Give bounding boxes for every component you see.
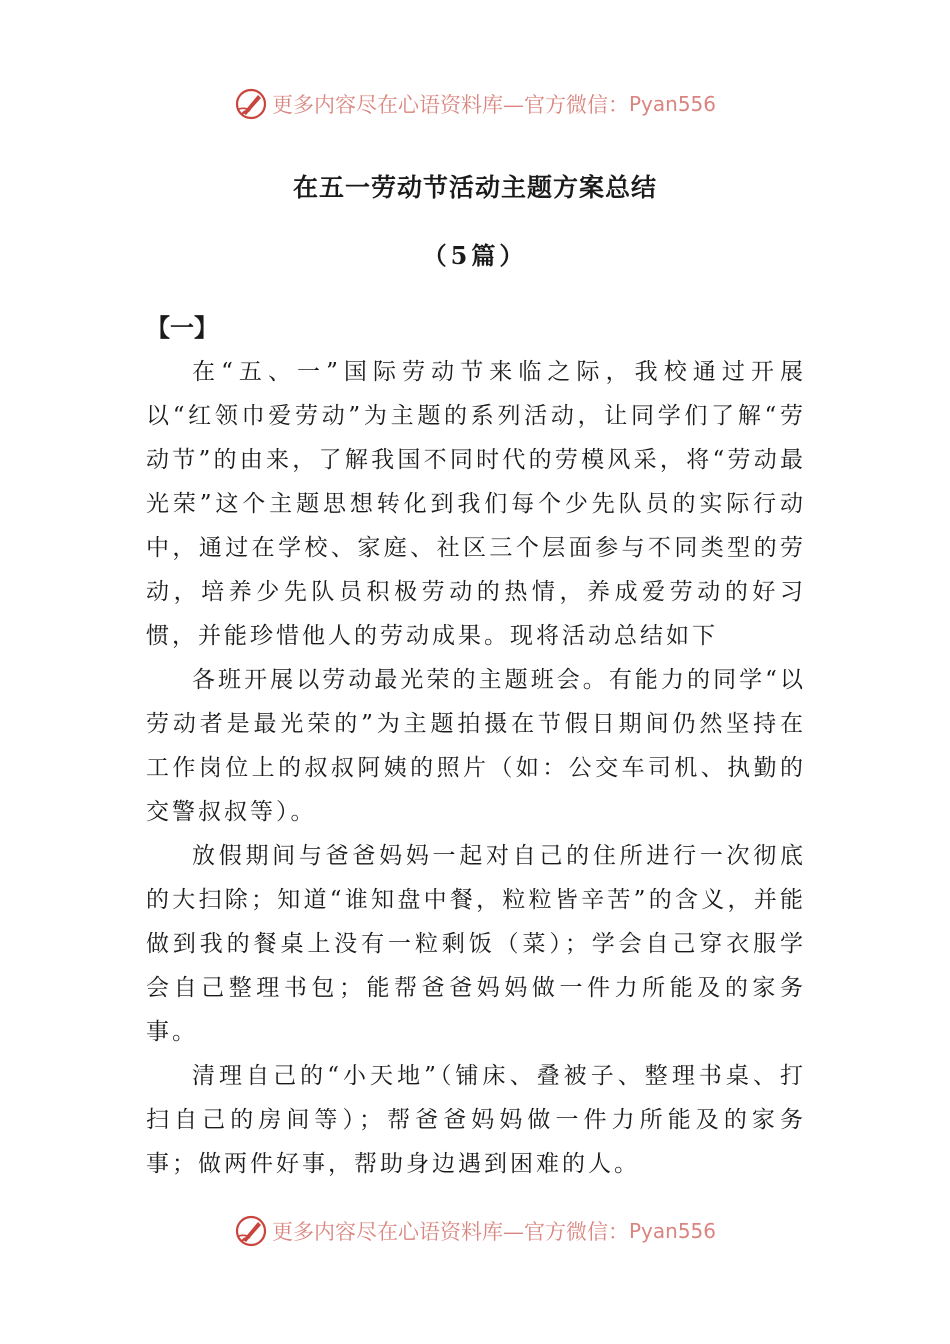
document-title: 在五一劳动节活动主题方案总结	[292, 173, 657, 202]
section-label: 【一】	[146, 313, 218, 342]
quill-pen-icon	[234, 1214, 268, 1248]
banner-wechat-id: Pyan556	[628, 1219, 716, 1243]
banner-wechat-id: Pyan556	[628, 92, 716, 116]
header-watermark-banner	[0, 82, 950, 126]
document-subtitle: （5篇）	[422, 241, 528, 270]
paragraph: 各班开展以劳动最光荣的主题班会。有能力的同学“以劳动者是最光荣的”为主题拍摄在节假日期间仍然坚持在工作岗位上的叔叔阿姨的照片（如：公交车司机、执勤的交警叔叔等）。	[146, 667, 806, 825]
paragraph: 在“五、一”国际劳动节来临之际，我校通过开展以“红领巾爱劳动”为主题的系列活动，让同学们了解“劳动节”的由来，了解我国不同时代的劳模风采，将“劳动最光荣”这个主题思想转化到我们每个少先队员的实际行动中，通过在学校、家庭、社区三个层面参与不同类型的劳动，培养少先队员积极劳动的热情，养成爱劳动的好习惯，并能珍惜他人的劳动成果。现将活动总结如下	[146, 359, 806, 649]
document-body	[146, 350, 806, 1186]
quill-pen-icon	[234, 87, 268, 121]
paragraph: 放假期间与爸爸妈妈一起对自己的住所进行一次彻底的大扫除；知道“谁知盘中餐，粒粒皆辛苦”的含义，并能做到我的餐桌上没有一粒剩饭（菜）；学会自己穿衣服学会自己整理书包；能帮爸爸妈妈做一件力所能及的家务事。	[146, 843, 806, 1045]
banner-text: 更多内容尽在心语资料库—官方微信：	[271, 93, 629, 117]
footer-watermark-banner	[0, 1209, 950, 1253]
banner-text: 更多内容尽在心语资料库—官方微信：	[271, 1220, 629, 1244]
paragraph: 清理自己的“小天地”（铺床、叠被子、整理书桌、打扫自己的房间等）；帮爸爸妈妈做一件力所能及的家务事；做两件好事，帮助身边遇到困难的人。	[146, 1063, 806, 1177]
